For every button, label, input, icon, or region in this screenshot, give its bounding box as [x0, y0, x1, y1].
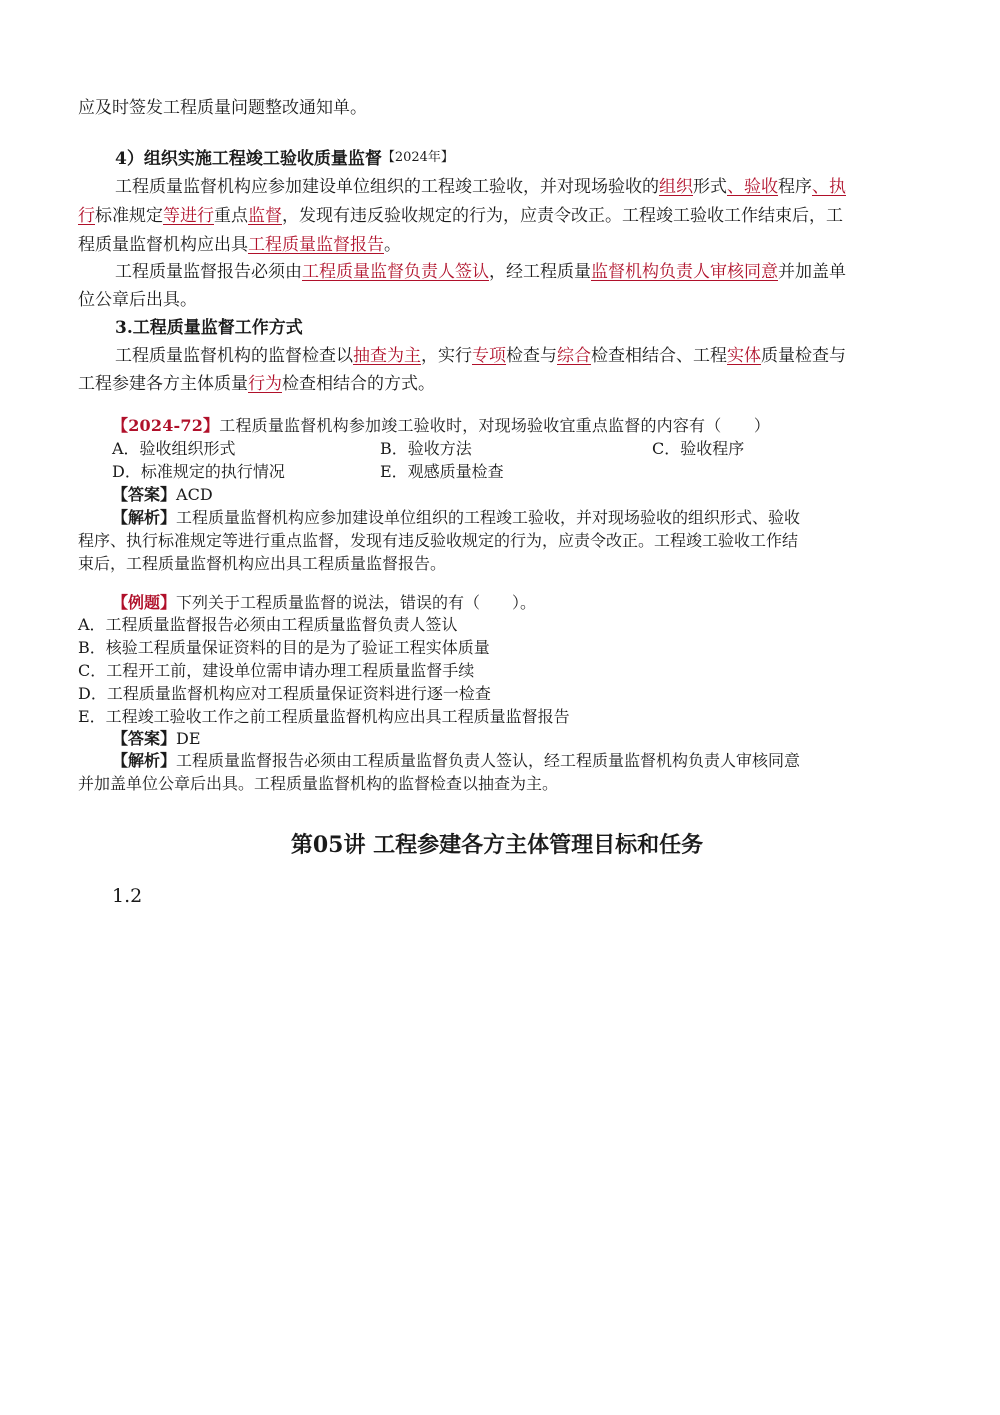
- paragraph-line: 工程质量监督机构的监督检查以抽查为主，实行专项检查与综合检查相结合、工程实体质量检查与: [115, 346, 846, 366]
- keyword: 工程质量监督报告: [248, 235, 384, 255]
- keyword: 行为: [248, 374, 282, 394]
- option-d: D．标准规定的执行情况: [112, 462, 285, 481]
- keyword: 专项: [472, 346, 506, 366]
- section-heading-3: 3.工程质量监督工作方式: [115, 318, 303, 338]
- paragraph-continuation: 应及时签发工程质量问题整改通知单。: [78, 98, 367, 118]
- section-number: 1.2: [112, 885, 143, 907]
- question-tag: 【2024-72】: [112, 416, 220, 435]
- paragraph-line: 工程质量监督报告必须由工程质量监督负责人签认，经工程质量监督机构负责人审核同意并加盖单: [115, 262, 846, 282]
- option-a: A．工程质量监督报告必须由工程质量监督负责人签认: [78, 615, 458, 634]
- option-e: E．工程竣工验收工作之前工程质量监督机构应出具工程质量监督报告: [78, 707, 570, 726]
- keyword: 等进行: [163, 206, 214, 226]
- analysis-line: 程序、执行标准规定等进行重点监督，发现有违反验收规定的行为，应责令改正。工程竣工验收工作结: [78, 531, 799, 550]
- paragraph-line: 工程参建各方主体质量行为检查相结合的方式。: [78, 374, 435, 394]
- keyword: 、执: [812, 177, 846, 197]
- keyword: 、验收: [727, 177, 778, 197]
- option-c: C．验收程序: [652, 439, 745, 458]
- option-b: B．核验工程质量保证资料的目的是为了验证工程实体质量: [78, 638, 490, 657]
- option-d: D．工程质量监督机构应对工程质量保证资料进行逐一检查: [78, 684, 491, 703]
- lecture-title: 第05讲 工程参建各方主体管理目标和任务: [290, 832, 704, 858]
- option-a: A．验收组织形式: [112, 439, 236, 458]
- section-heading-4: [115, 146, 454, 171]
- analysis-line: 并加盖单位公章后出具。工程质量监督机构的监督检查以抽查为主。: [78, 774, 559, 793]
- question-stem: 【2024-72】工程质量监督机构参加竣工验收时，对现场验收宜重点监督的内容有（ ）: [112, 416, 771, 435]
- option-b: B．验收方法: [380, 439, 472, 458]
- year-tag: 【2024年】: [381, 150, 454, 165]
- section-title: 4）组织实施工程竣工验收质量监督: [115, 149, 382, 169]
- option-c: C．工程开工前，建设单位需申请办理工程质量监督手续: [78, 661, 475, 680]
- analysis-line: 【解析】工程质量监督报告必须由工程质量监督负责人签认，经工程质量监督机构负责人审核同意: [112, 751, 801, 770]
- keyword: 抽查为主: [353, 346, 421, 366]
- answer: 【答案】DE: [112, 729, 201, 748]
- question-stem: 【例题】下列关于工程质量监督的说法，错误的有（ ）。: [112, 593, 537, 612]
- keyword: 监督: [248, 206, 282, 226]
- keyword: 实体: [727, 346, 761, 366]
- analysis-line: 【解析】工程质量监督机构应参加建设单位组织的工程竣工验收，并对现场验收的组织形式、验收: [112, 508, 801, 527]
- keyword: 组织: [659, 177, 693, 197]
- keyword: 行: [78, 206, 95, 226]
- keyword: 工程质量监督负责人签认: [302, 262, 489, 282]
- analysis-line: 束后，工程质量监督机构应出具工程质量监督报告。: [78, 554, 447, 573]
- paragraph-line: 位公章后出具。: [78, 290, 197, 310]
- keyword: 综合: [557, 346, 591, 366]
- paragraph-line: 行标准规定等进行重点监督，发现有违反验收规定的行为，应责令改正。工程竣工验收工作结束后，工: [78, 206, 843, 226]
- keyword: 监督机构负责人审核同意: [591, 262, 778, 282]
- answer: 【答案】ACD: [112, 485, 213, 504]
- option-e: E．观感质量检查: [380, 462, 504, 481]
- paragraph-line: 程质量监督机构应出具工程质量监督报告。: [78, 235, 401, 255]
- question-tag: 【例题】: [112, 593, 177, 612]
- paragraph-line: 工程质量监督机构应参加建设单位组织的工程竣工验收，并对现场验收的组织形式、验收程序、执: [115, 177, 846, 197]
